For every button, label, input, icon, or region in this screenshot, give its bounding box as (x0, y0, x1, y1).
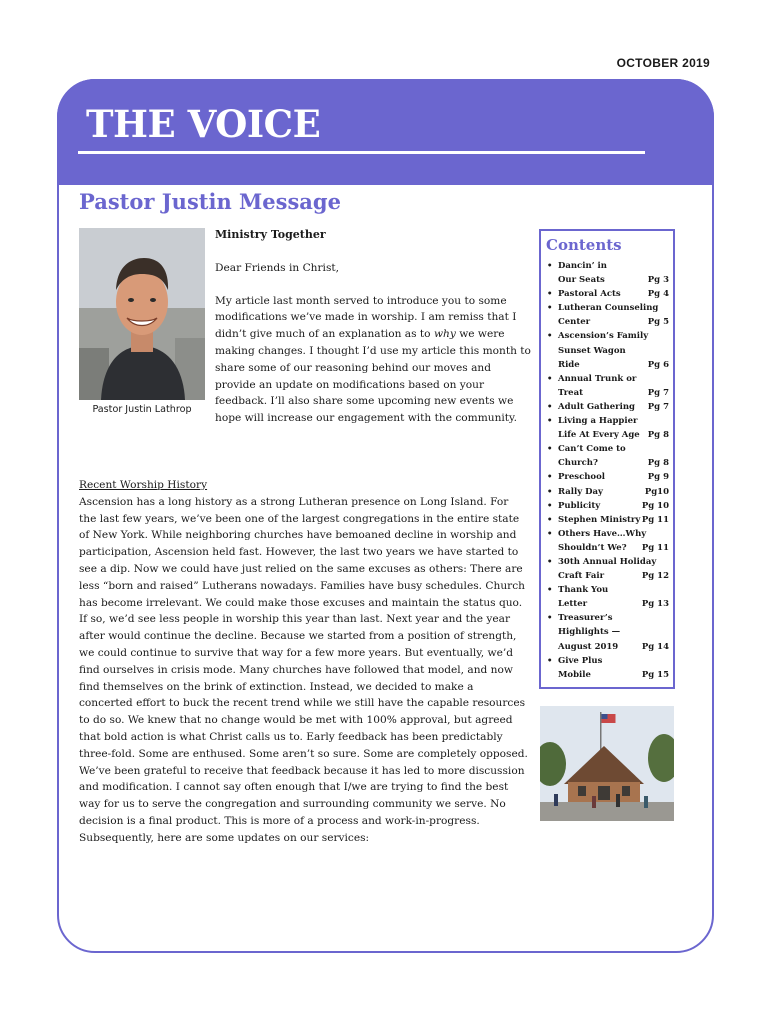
section-title: Pastor Justin Message (79, 189, 341, 214)
contents-list (541, 259, 673, 682)
contents-item-page: Pg10 (644, 486, 669, 497)
contents-box (539, 229, 675, 689)
contents-item-title: Dancin’ in (558, 261, 607, 271)
bullet-icon: • (547, 528, 553, 539)
contents-item (547, 513, 673, 527)
intro-emphasis: why (433, 328, 456, 341)
contents-item-page: Pg 14 (641, 641, 669, 652)
bullet-icon: • (547, 514, 553, 525)
contents-item-page: Pg 5 (647, 317, 669, 328)
contents-item-page: Pg 11 (641, 514, 669, 525)
contents-item-title: Ride (558, 359, 580, 370)
newsletter-title: THE VOICE (86, 102, 321, 146)
contents-item (547, 287, 673, 301)
bullet-icon: • (547, 331, 553, 342)
contents-item (547, 470, 673, 484)
contents-item-title: Preschool (558, 472, 605, 483)
intro-column (215, 227, 533, 427)
contents-item-title: Treat (558, 387, 584, 398)
contents-item-page: Pg 7 (647, 387, 669, 398)
bullet-icon: • (547, 401, 553, 412)
contents-item-title: Highlights — (558, 627, 621, 638)
contents-item-title: Living a Happier (558, 416, 638, 427)
contents-item (547, 414, 673, 442)
contents-item-page: Pg 12 (641, 571, 669, 582)
contents-item-title: Ascension’s Family (558, 331, 649, 342)
contents-item-page: Pg 13 (641, 599, 669, 610)
bullet-icon: • (547, 303, 553, 314)
salutation: Dear Friends in Christ, (215, 261, 340, 274)
bullet-icon: • (547, 613, 553, 624)
contents-item-title: Stephen Ministry (558, 514, 641, 525)
contents-item-title: Publicity (558, 500, 601, 511)
contents-item-title: Pastoral Acts (558, 289, 621, 300)
contents-item (547, 611, 673, 653)
contents-item-page: Pg 10 (641, 500, 669, 511)
contents-item-title: Annual Trunk or (558, 373, 637, 384)
contents-item-title: Shouldn’t We? (558, 542, 627, 553)
bullet-icon: • (547, 486, 553, 497)
bullet-icon: • (547, 416, 553, 427)
contents-item-title: Center (558, 317, 591, 328)
pastor-portrait-illustration (79, 228, 205, 400)
contents-item-page: Pg 7 (647, 401, 669, 412)
contents-item-page: Pg 8 (647, 458, 669, 469)
contents-item-title: Sunset Wagon (558, 345, 626, 356)
photo-caption: Pastor Justin Lathrop (92, 404, 192, 415)
contents-item-title: Thank You (558, 585, 609, 596)
contents-item (547, 442, 673, 470)
intro-text-end: we were making changes. I thought I’d use my article this month to share some of our reasoning behind our moves and provide an update on modifications based on your feedback. I’ll also share some upcoming new events we hope will increase our engagement with the community. (215, 328, 531, 425)
history-paragraph: Ascension has a long history as a strong Lutheran presence on Long Island. For the last few years, we’ve been one of the largest congregations in the entire state of New York. While neighboring churches have bemoaned decline in worship and participation, Ascension held fast. However, the last two years we have started to see a dip. Now we could have just relied on the same excuses as others: There are less “born and raised” Lutherans nowadays. Families have busy schedules. Church has become irrelevant. We could make those excuses and maintain the status quo. If so, we’d see less people in worship this year than last. Next year and the year after would continue the decline. Because we started from a position of strength, we could continue to survive that way for a few more years. But eventually, we’d find ourselves in crisis mode. Many churches have followed that model, and now find themselves on the brink of extinction. Instead, we decided to make a concerted effort to buck the recent trend while we still have the capable resources to do so. We knew that no change would be met with 100% approval, but agreed that bold action is what Christ calls us to. Early feedback has been predictably three-fold. Some are enthused. Some aren’t so sure. Some are completely opposed. We’ve been grateful to receive that feedback because it has led to more discussion and modification. I cannot say often enough that I/we are trying to find the best way for us to serve the congregation and surrounding community we serve. No decision is a final product. This is more of a process and work-in-progress. Subsequently, here are some updates on our services: (79, 495, 528, 844)
bullet-icon: • (547, 585, 553, 596)
issue-date: OCTOBER 2019 (616, 56, 710, 70)
contents-item (547, 259, 673, 287)
history-heading: Recent Worship History (79, 479, 208, 491)
contents-item-page: Pg 4 (647, 289, 669, 300)
bullet-icon: • (547, 472, 553, 483)
contents-item (547, 555, 673, 583)
contents-item (547, 372, 673, 400)
contents-item-page: Pg 8 (647, 430, 669, 441)
contents-item-page: Pg 11 (641, 542, 669, 553)
contents-item-title: Adult Gathering (558, 401, 635, 412)
contents-item-page: Pg 15 (641, 669, 669, 680)
contents-item (547, 400, 673, 414)
contents-item-page: Pg 9 (647, 472, 669, 483)
contents-item-title: Treasurer’s (558, 613, 613, 624)
banner-divider (78, 151, 645, 154)
contents-item-page: Pg 6 (647, 359, 669, 370)
contents-item-title: Mobile (558, 669, 591, 680)
contents-item (547, 654, 673, 682)
bullet-icon: • (547, 261, 553, 271)
contents-item (547, 527, 673, 555)
contents-item-title: Lutheran Counseling (558, 303, 659, 314)
article-subhead: Ministry Together (215, 228, 326, 241)
contents-item (547, 583, 673, 611)
history-section (79, 477, 529, 847)
contents-item-title: Craft Fair (558, 571, 605, 582)
contents-item-title: Life At Every Age (558, 430, 640, 441)
contents-item-title: Letter (558, 599, 588, 610)
contents-item (547, 329, 673, 371)
bullet-icon: • (547, 373, 553, 384)
contents-item (547, 301, 673, 329)
pastor-portrait (79, 228, 205, 400)
bullet-icon: • (547, 289, 553, 300)
contents-item-title: Can’t Come to (558, 444, 626, 455)
contents-item (547, 499, 673, 513)
contents-item-title: Church? (558, 458, 598, 469)
contents-item-title: Others Have…Why (558, 528, 647, 539)
intro-text-start: My article last month served to introduce you to some modifications we’ve made in worship. I am remiss that I didn’t give much of an explanation as to (215, 294, 517, 341)
church-photo-illustration (540, 706, 674, 821)
bullet-icon: • (547, 655, 553, 666)
bullet-icon: • (547, 500, 553, 511)
church-photo (540, 706, 674, 821)
contents-item-title: Give Plus (558, 655, 603, 666)
contents-item (547, 485, 673, 499)
contents-item-title: Rally Day (558, 486, 603, 497)
bullet-icon: • (547, 444, 553, 455)
contents-item-title: Our Seats (558, 275, 605, 286)
contents-item-title: August 2019 (558, 641, 619, 652)
bullet-icon: • (547, 556, 553, 567)
contents-item-page: Pg 3 (647, 275, 669, 286)
contents-title: Contents (546, 236, 622, 254)
intro-paragraph (215, 293, 533, 427)
contents-item-title: 30th Annual Holiday (558, 556, 657, 567)
